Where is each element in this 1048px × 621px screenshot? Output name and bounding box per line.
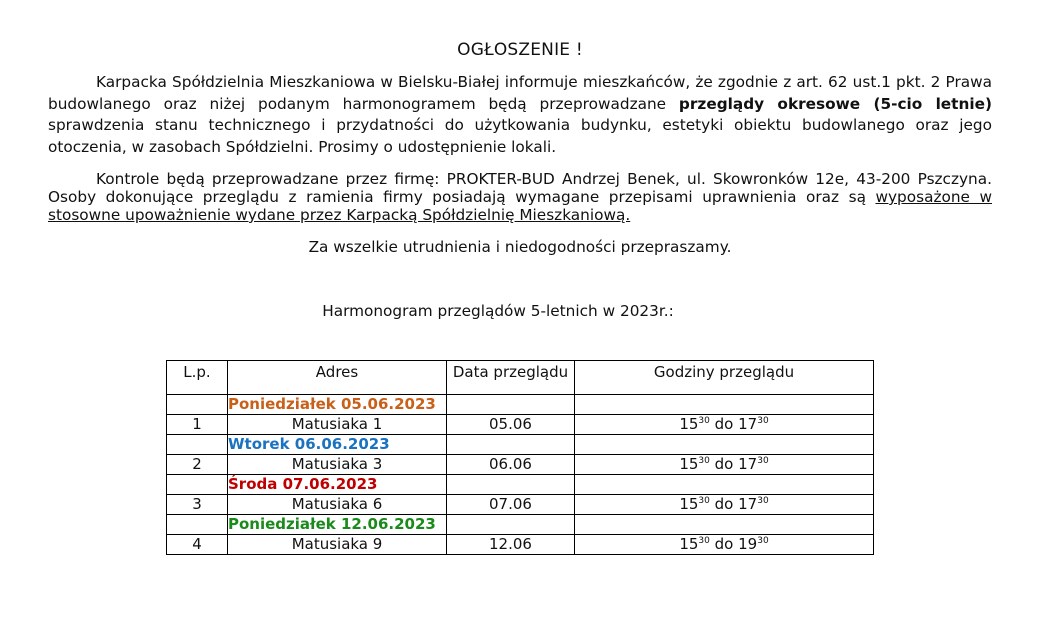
hours-from-m: 30 bbox=[698, 496, 710, 506]
apology-text: Za wszelkie utrudnienia i niedogodności przepraszamy. bbox=[308, 238, 732, 256]
table-row bbox=[167, 495, 874, 515]
hours-to-m: 30 bbox=[757, 416, 769, 426]
day-label: Wtorek 06.06.2023 bbox=[228, 435, 447, 455]
hours-to-m: 30 bbox=[757, 496, 769, 506]
hours-from-h: 15 bbox=[679, 495, 699, 513]
hours-to-m: 30 bbox=[757, 536, 769, 546]
schedule-title: Harmonogram przeglądów 5-letnich w 2023r.: bbox=[322, 302, 674, 320]
hours-from-h: 15 bbox=[679, 535, 699, 553]
day-row-hours-cell bbox=[575, 515, 874, 535]
hours-to-h: 19 bbox=[738, 535, 758, 553]
table-row bbox=[167, 415, 874, 435]
hours-sep: do bbox=[709, 535, 739, 553]
hours-sep: do bbox=[709, 415, 739, 433]
header-address: Adres bbox=[228, 361, 447, 395]
intro-bold-text: przeglądy okresowe (5-cio letnie) bbox=[678, 94, 992, 113]
contractor-text: Kontrole będą przeprowadzane przez firmę: PROKTER-BUD Andrzej Benek, ul. Skowronków 12e, 43-200 Pszczyna. Osoby dokonujące przeglądu z ramienia firmy posiadają wymagane przepisami uprawnienia oraz są bbox=[48, 170, 992, 206]
day-row-lp-cell bbox=[167, 395, 228, 415]
hours-from-m: 30 bbox=[698, 416, 710, 426]
row-date: 12.06 bbox=[447, 535, 575, 555]
row-address: Matusiaka 1 bbox=[228, 415, 447, 435]
intro-paragraph bbox=[48, 72, 992, 158]
day-row-lp-cell bbox=[167, 435, 228, 455]
schedule-table bbox=[166, 360, 874, 555]
header-hours: Godziny przeglądu bbox=[575, 361, 874, 395]
day-row-lp-cell bbox=[167, 475, 228, 495]
schedule-body bbox=[167, 395, 874, 555]
row-date: 05.06 bbox=[447, 415, 575, 435]
hours-to-h: 17 bbox=[738, 415, 758, 433]
table-row bbox=[167, 535, 874, 555]
contractor-underlined-text: wyposażone w stosowne upoważnienie wydane przez Karpacką Spółdzielnię Mieszkaniową. bbox=[48, 188, 993, 224]
notice-document bbox=[48, 40, 992, 320]
day-row bbox=[167, 515, 874, 535]
day-label: Środa 07.06.2023 bbox=[228, 475, 447, 495]
hours-from-h: 15 bbox=[679, 455, 699, 473]
day-row-date-cell bbox=[447, 475, 575, 495]
hours-sep: do bbox=[709, 455, 739, 473]
row-address: Matusiaka 6 bbox=[228, 495, 447, 515]
row-hours bbox=[575, 415, 874, 435]
row-lp: 1 bbox=[167, 415, 228, 435]
row-date: 07.06 bbox=[447, 495, 575, 515]
hours-from-m: 30 bbox=[698, 536, 710, 546]
day-label: Poniedziałek 12.06.2023 bbox=[228, 515, 447, 535]
row-lp: 2 bbox=[167, 455, 228, 475]
table-row bbox=[167, 455, 874, 475]
row-address: Matusiaka 9 bbox=[228, 535, 447, 555]
day-row-date-cell bbox=[447, 395, 575, 415]
hours-sep: do bbox=[709, 495, 739, 513]
row-hours bbox=[575, 455, 874, 475]
hours-to-h: 17 bbox=[738, 455, 758, 473]
day-row-hours-cell bbox=[575, 395, 874, 415]
day-row bbox=[167, 435, 874, 455]
row-lp: 3 bbox=[167, 495, 228, 515]
hours-to-m: 30 bbox=[757, 456, 769, 466]
notice-title: OGŁOSZENIE ! bbox=[457, 40, 583, 60]
intro-text-start: Karpacka Spółdzielnia Mieszkaniowa w Bielsku-Białej informuje mieszkańców, że zgodnie z art. 62 ust.1 pkt. 2 Prawa budowlanego oraz niżej podanym harmonogramem będą przeprowadzane bbox=[48, 73, 992, 113]
day-row bbox=[167, 395, 874, 415]
day-row bbox=[167, 475, 874, 495]
day-row-lp-cell bbox=[167, 515, 228, 535]
hours-from-h: 15 bbox=[679, 415, 699, 433]
row-hours bbox=[575, 535, 874, 555]
header-date: Data przeglądu bbox=[447, 361, 575, 395]
day-label: Poniedziałek 05.06.2023 bbox=[228, 395, 447, 415]
day-row-date-cell bbox=[447, 435, 575, 455]
hours-to-h: 17 bbox=[738, 495, 758, 513]
day-row-hours-cell bbox=[575, 475, 874, 495]
row-address: Matusiaka 3 bbox=[228, 455, 447, 475]
intro-text-end: sprawdzenia stanu technicznego i przydatności do użytkowania budynku, estetyki obiektu budowlanego oraz jego otoczenia, w zasobach Spółdzielni. Prosimy o udostępnienie lokali. bbox=[48, 116, 992, 156]
header-lp: L.p. bbox=[167, 361, 228, 395]
row-hours bbox=[575, 495, 874, 515]
contractor-paragraph bbox=[48, 170, 992, 224]
day-row-hours-cell bbox=[575, 435, 874, 455]
row-lp: 4 bbox=[167, 535, 228, 555]
hours-from-m: 30 bbox=[698, 456, 710, 466]
day-row-date-cell bbox=[447, 515, 575, 535]
row-date: 06.06 bbox=[447, 455, 575, 475]
table-header-row bbox=[167, 361, 874, 395]
